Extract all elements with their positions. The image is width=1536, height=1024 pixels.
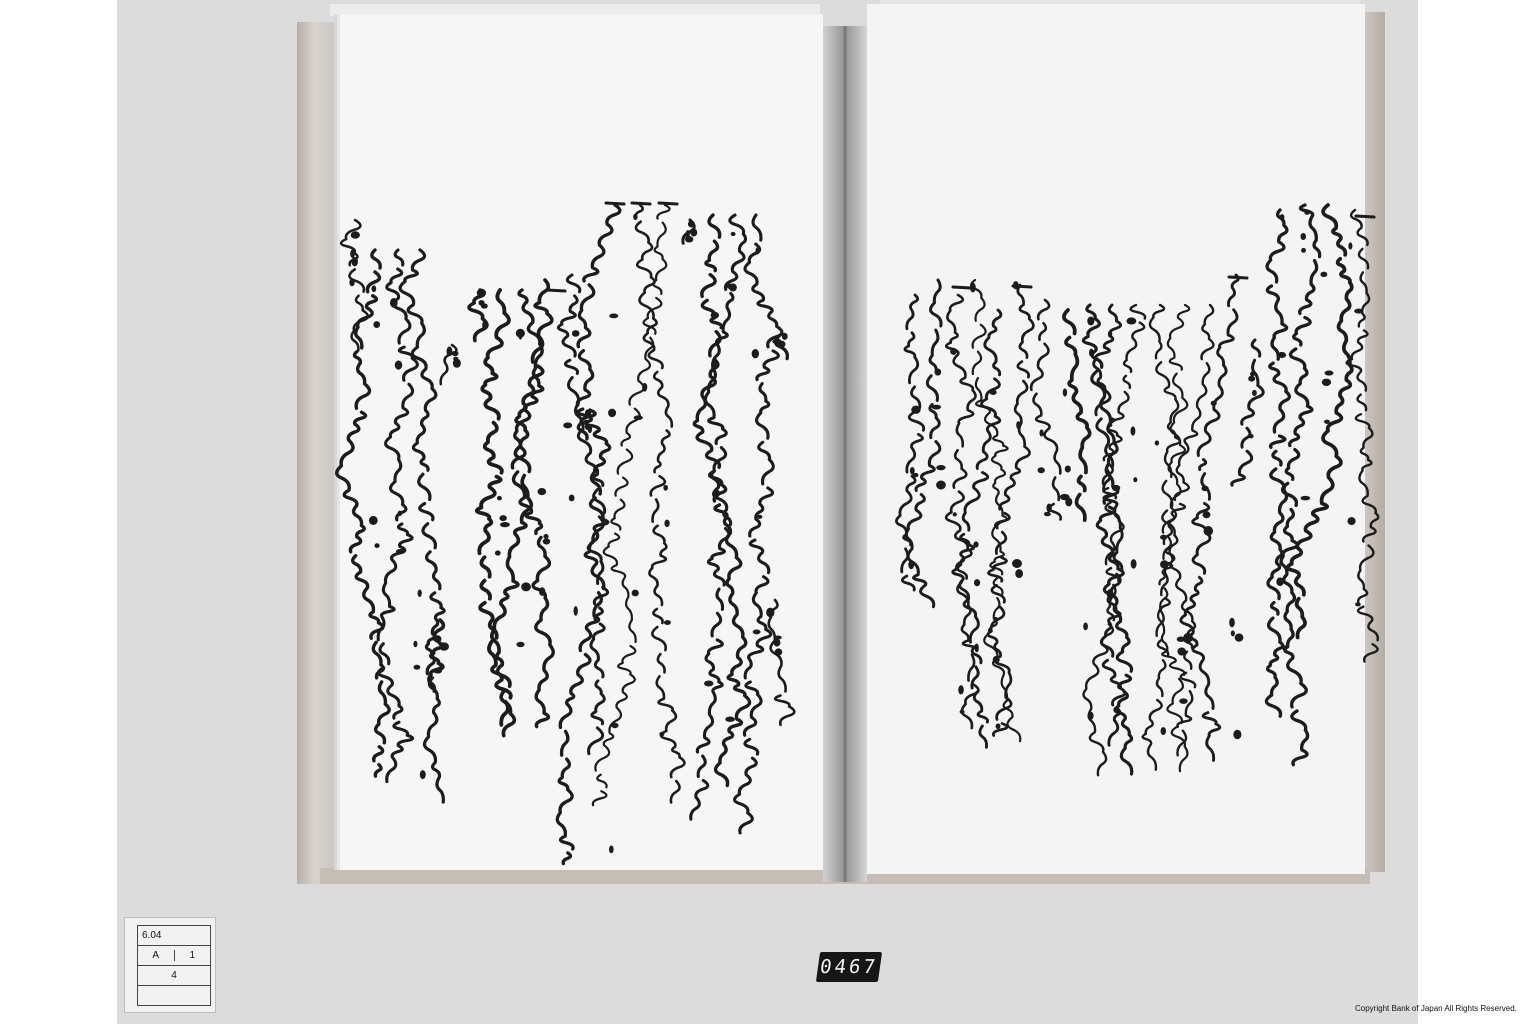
ink-blot bbox=[1133, 477, 1137, 482]
item-mark bbox=[606, 203, 624, 204]
ink-blot bbox=[990, 390, 997, 395]
ink-blot bbox=[1325, 371, 1334, 376]
ink-blot bbox=[1177, 647, 1186, 655]
ink-blot bbox=[686, 230, 690, 238]
ink-blot bbox=[390, 298, 398, 308]
ink-blot bbox=[543, 538, 551, 544]
ink-blot bbox=[704, 680, 713, 686]
script-stroke bbox=[341, 220, 368, 351]
ink-blot bbox=[973, 541, 978, 547]
item-mark bbox=[1013, 286, 1031, 287]
reference-card bbox=[124, 917, 216, 1013]
ink-blot bbox=[908, 560, 914, 569]
ink-blot bbox=[398, 511, 403, 516]
ink-blot bbox=[632, 590, 639, 597]
ink-blot bbox=[569, 495, 575, 502]
script-stroke bbox=[946, 295, 978, 728]
ink-blot bbox=[1015, 569, 1023, 578]
ink-blot bbox=[1087, 317, 1094, 326]
ink-blot bbox=[1354, 309, 1363, 314]
ink-blot bbox=[753, 629, 761, 634]
ink-blot bbox=[479, 300, 485, 306]
script-column bbox=[691, 215, 746, 819]
script-stroke bbox=[769, 600, 795, 725]
ink-blot bbox=[1038, 467, 1045, 473]
ink-blot bbox=[1065, 466, 1071, 473]
ink-blot bbox=[373, 321, 380, 328]
ink-blot bbox=[772, 339, 782, 344]
ink-blot bbox=[497, 496, 502, 501]
ink-blot bbox=[609, 314, 618, 319]
ink-blot bbox=[1016, 421, 1020, 429]
script-stroke bbox=[896, 295, 923, 590]
ink-blot bbox=[573, 606, 577, 616]
script-stroke bbox=[735, 215, 782, 833]
ink-blot bbox=[1211, 401, 1217, 406]
item-mark bbox=[1229, 277, 1247, 278]
script-stroke bbox=[1266, 210, 1289, 720]
ink-blot bbox=[633, 214, 637, 220]
ink-blot bbox=[1131, 559, 1137, 568]
ink-blot bbox=[936, 465, 945, 470]
reference-row bbox=[138, 966, 210, 986]
ink-blot bbox=[538, 488, 547, 495]
ink-blot bbox=[1155, 440, 1159, 445]
ink-blot bbox=[396, 549, 405, 554]
ink-blot bbox=[766, 608, 774, 618]
ink-blot bbox=[774, 635, 781, 639]
ink-blot bbox=[572, 330, 580, 337]
script-column bbox=[337, 250, 390, 780]
ink-blot bbox=[1252, 390, 1257, 396]
script-column bbox=[557, 205, 620, 864]
reference-volume: 1 bbox=[174, 950, 211, 961]
script-column bbox=[1266, 210, 1289, 720]
ink-blot bbox=[731, 232, 736, 236]
ink-blot bbox=[452, 351, 459, 356]
ink-blot bbox=[351, 231, 360, 238]
ink-blot bbox=[1126, 317, 1136, 324]
ink-blot bbox=[958, 685, 964, 694]
ink-blot bbox=[1324, 420, 1330, 424]
ink-blot bbox=[1183, 633, 1193, 643]
ink-blot bbox=[1348, 242, 1352, 249]
ink-blot bbox=[453, 359, 461, 368]
ink-blot bbox=[1201, 486, 1208, 491]
ink-blot bbox=[1233, 730, 1241, 740]
ink-blot bbox=[775, 648, 783, 655]
ink-blot bbox=[588, 425, 592, 434]
ink-blot bbox=[1130, 426, 1135, 435]
script-stroke bbox=[400, 250, 444, 806]
script-column bbox=[988, 281, 1033, 739]
frame-number: 0467 bbox=[816, 952, 882, 982]
ink-blot bbox=[609, 846, 614, 854]
ink-blot bbox=[369, 516, 378, 525]
ink-blot bbox=[516, 329, 525, 338]
ink-blot bbox=[516, 642, 524, 647]
ink-blot bbox=[1046, 504, 1051, 513]
script-column bbox=[1164, 305, 1217, 755]
ink-blot bbox=[1044, 512, 1051, 516]
ink-blot bbox=[664, 520, 669, 527]
script-stroke bbox=[1281, 205, 1320, 765]
ink-blot bbox=[1083, 623, 1088, 631]
ink-blot bbox=[1060, 494, 1070, 500]
item-mark bbox=[953, 287, 971, 288]
ink-blot bbox=[1177, 637, 1185, 642]
ink-blot bbox=[611, 723, 618, 728]
script-stroke bbox=[337, 250, 390, 780]
item-mark bbox=[1356, 216, 1374, 217]
ink-blot bbox=[725, 717, 735, 722]
ink-blot bbox=[447, 346, 453, 356]
ink-blot bbox=[1204, 526, 1213, 536]
ink-blot bbox=[755, 247, 759, 254]
ink-blot bbox=[690, 229, 697, 237]
ink-blot bbox=[349, 279, 354, 287]
ink-blot bbox=[1355, 602, 1361, 606]
ink-blot bbox=[1282, 645, 1287, 650]
ink-blot bbox=[950, 348, 957, 355]
script-stroke bbox=[469, 290, 487, 341]
ink-blot bbox=[996, 723, 1001, 729]
ink-blot bbox=[351, 257, 357, 266]
script-column bbox=[896, 295, 923, 590]
script-column bbox=[632, 205, 685, 802]
ink-blot bbox=[1108, 331, 1112, 337]
ink-blot bbox=[1235, 634, 1244, 642]
script-column bbox=[400, 250, 444, 806]
item-mark bbox=[659, 203, 677, 204]
script-column bbox=[946, 295, 978, 728]
script-column bbox=[683, 220, 697, 243]
ink-blot bbox=[634, 415, 643, 420]
ink-blot bbox=[585, 409, 591, 416]
script-column bbox=[1281, 205, 1320, 765]
script-column bbox=[441, 345, 461, 388]
script-column bbox=[477, 290, 511, 725]
ink-blot bbox=[953, 512, 957, 516]
ink-blot bbox=[1277, 352, 1286, 358]
script-column bbox=[735, 215, 782, 833]
ink-blot bbox=[1322, 379, 1331, 386]
ink-blot bbox=[1089, 712, 1094, 720]
copyright-notice: Copyright Bank of Japan All Rights Reserved. bbox=[1355, 1004, 1517, 1013]
script-column bbox=[766, 600, 794, 725]
ink-blot bbox=[439, 663, 444, 670]
ink-blot bbox=[413, 641, 417, 647]
ink-blot bbox=[663, 485, 668, 491]
ink-blot bbox=[1160, 560, 1169, 568]
script-stroke bbox=[1031, 300, 1061, 523]
script-stroke bbox=[1347, 210, 1379, 662]
ink-blot bbox=[374, 543, 379, 548]
ink-blot bbox=[439, 642, 449, 650]
ink-blot bbox=[713, 490, 720, 498]
ink-blot bbox=[1089, 349, 1094, 357]
ink-blot bbox=[1249, 434, 1254, 438]
ink-blot bbox=[911, 406, 920, 414]
ink-blot bbox=[711, 362, 716, 367]
ink-blot bbox=[688, 221, 695, 228]
ink-blot bbox=[1063, 388, 1067, 396]
ink-blot bbox=[1347, 517, 1355, 525]
ink-blot bbox=[913, 473, 919, 477]
ink-blot bbox=[1300, 233, 1306, 240]
ink-blot bbox=[1179, 698, 1187, 704]
ink-blot bbox=[727, 284, 736, 290]
ink-blot bbox=[1203, 511, 1211, 518]
ink-blot bbox=[350, 250, 355, 258]
ink-blot bbox=[414, 665, 421, 670]
ink-blot bbox=[418, 589, 422, 596]
ink-blot bbox=[1039, 429, 1043, 436]
script-column bbox=[1031, 300, 1061, 523]
script-stroke bbox=[1232, 340, 1263, 485]
script-column bbox=[1143, 305, 1180, 770]
script-stroke bbox=[477, 290, 511, 725]
ink-blot bbox=[371, 285, 376, 292]
ink-blot bbox=[936, 481, 946, 490]
ink-blot bbox=[711, 312, 719, 319]
ink-blot bbox=[664, 620, 671, 625]
item-mark bbox=[547, 290, 565, 291]
ink-blot bbox=[974, 579, 980, 586]
reference-row bbox=[138, 946, 210, 966]
ink-blot bbox=[1160, 535, 1167, 540]
ink-blot bbox=[1231, 630, 1235, 636]
ink-blot bbox=[1276, 577, 1283, 586]
ink-blot bbox=[500, 522, 510, 527]
ink-blot bbox=[521, 582, 531, 591]
ink-blot bbox=[1320, 272, 1327, 278]
ink-blot bbox=[584, 420, 588, 424]
ink-blot bbox=[1280, 214, 1285, 220]
ink-blot bbox=[932, 405, 941, 410]
script-stroke bbox=[1287, 205, 1351, 637]
ink-blot bbox=[757, 515, 762, 519]
ink-blot bbox=[642, 383, 647, 392]
reference-code: 6.04 bbox=[142, 930, 162, 941]
script-column bbox=[1232, 340, 1263, 485]
ink-blot bbox=[773, 639, 780, 647]
ink-blot bbox=[608, 409, 616, 418]
reference-item: 4 bbox=[171, 970, 177, 981]
script-column bbox=[469, 289, 488, 341]
script-column bbox=[1347, 210, 1379, 662]
reference-row bbox=[138, 926, 210, 946]
script-stroke bbox=[691, 215, 746, 819]
ink-blot bbox=[495, 550, 501, 555]
ink-blot bbox=[1301, 248, 1306, 253]
reference-grid bbox=[137, 925, 211, 1006]
script-column bbox=[341, 220, 368, 351]
ink-blot bbox=[499, 515, 506, 521]
ink-blot bbox=[1012, 559, 1022, 568]
ink-blot bbox=[420, 770, 426, 779]
ink-blot bbox=[1304, 210, 1309, 215]
ink-blot bbox=[543, 534, 548, 539]
item-mark bbox=[632, 203, 650, 204]
script-stroke bbox=[636, 205, 685, 802]
script-column bbox=[1287, 205, 1351, 637]
reference-series: A bbox=[152, 950, 160, 961]
ink-blot bbox=[1300, 496, 1310, 501]
reference-row bbox=[138, 986, 210, 1005]
ink-blot bbox=[1248, 376, 1255, 382]
ink-blot bbox=[477, 289, 486, 298]
ink-blot bbox=[752, 349, 759, 358]
ink-blot bbox=[960, 710, 965, 714]
ink-blot bbox=[935, 368, 942, 375]
script-stroke bbox=[557, 205, 620, 864]
ink-blot bbox=[395, 360, 402, 369]
ink-blot bbox=[1229, 618, 1235, 628]
ink-blot bbox=[482, 321, 487, 330]
ink-blot bbox=[563, 422, 572, 428]
ink-blot bbox=[1161, 727, 1166, 735]
